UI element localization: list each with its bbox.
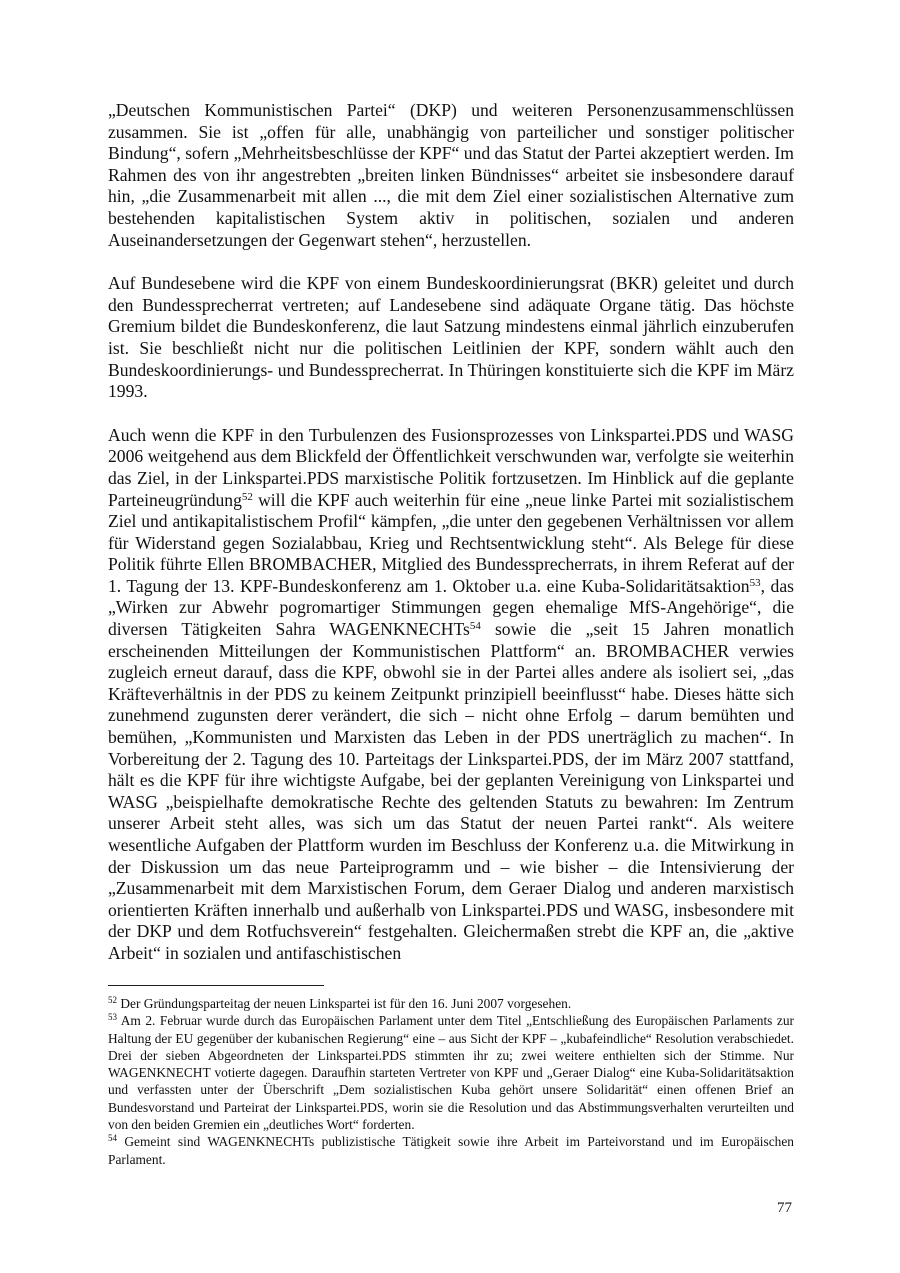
paragraph-2 bbox=[108, 273, 794, 403]
footnote-text: Der Gründungsparteitag der neuen Linkspartei ist für den 16. Juni 2007 vorgesehen. bbox=[117, 996, 572, 1011]
paragraph-3-text-a: Auch wenn die KPF in den Turbulenzen des Fusionsprozesses von Linkspartei.PDS und WASG 2006 weitgehend aus dem Blickfeld der Öffentlichkeit verschwunden war, verfolgte sie weiterhin das Ziel, in der Linkspartei.PDS marxistische Politik fortzusetzen. Im Hinblick auf die geplante Parteineugründung bbox=[108, 424, 794, 510]
footnote-text: Am 2. Februar wurde durch das Europäischen Parlament unter dem Titel „Entschließung des Europäischen Parlaments zur Haltung der EU gegenüber der kubanischen Regierung“ eine – aus Sicht der KPF – „kubafeindliche“ Resolution verabschiedet. Drei der sieben Abgeordneten der Linkspartei.PDS stimmten ihr zu; zwei weitere enthielten sich der Stimme. Nur WAGENKNECHT votierte dagegen. Daraufhin starteten Vertreter von KPF und „Geraer Dialog“ eine Kuba-Solidaritätsaktion und verfassten unter der Überschrift „Dem sozialistischen Kuba gehört unsere Solidarität“ einen offenen Brief an Bundesvorstand und Parteirat der Linkspartei.PDS, worin sie die Resolution und das Abstimmungsverhalten verurteilten und von den beiden Gremien ein „deutliches Wort“ forderten. bbox=[108, 1013, 794, 1133]
paragraph-2-text: Auf Bundesebene wird die KPF von einem Bundeskoordinierungsrat (BKR) geleitet und durch den Bundessprecherrat vertreten; auf Landesebene sind adäquate Organe tätig. Das höchste Gremium bildet die Bundeskonferenz, die laut Satzung mindestens einmal jährlich einzuberufen ist. Sie beschließt nicht nur die politischen Leitlinien der KPF, sondern wählt auch den Bundeskoordinierungs- und Bundessprecherrat. In Thüringen konstituierte sich die KPF im März 1993. bbox=[108, 273, 794, 402]
footnotes bbox=[108, 995, 794, 1168]
paragraph-3-text-d: sowie die „seit 15 Jahren monatlich erscheinenden Mitteilungen der Kommunistischen Plattform“ an. BROMBACHER verwies zugleich erneut darauf, dass die KPF, obwohl sie in der Partei alles andere als isoliert sei, „das Kräfteverhältnis in der PDS zu keinem Zeitpunkt prinzipiell beeinflusst“ habe. Dieses hätte sich zunehmend zugunsten derer verändert, die sich – nicht ohne Erfolg – darum bemühten und bemühen, „Kommunisten und Marxisten das Leben in der PDS unerträglich zu machen“. In Vorbereitung der 2. Tagung des 10. Parteitags der Linkspartei.PDS, der im März 2007 stattfand, hält es die KPF für ihre wichtigste Aufgabe, bei der geplanten Vereinigung von Linkspartei und WASG „beispielhafte demokratische Rechte des geltenden Statuts zu bewahren: Im Zentrum unserer Arbeit steht alles, was sich um das Statut der neuen Partei rankt“. Als weitere wesentliche Aufgaben der Plattform wurden im Beschluss der Konferenz u.a. die Mitwirkung in der Diskussion um das neue Parteiprogramm und – wie bisher – die Intensivierung der „Zusammenarbeit mit dem Marxistischen Forum, dem Geraer Dialog und anderen marxistisch orientierten Kräften innerhalb und außerhalb von Linkspartei.PDS und WASG, insbesondere mit der DKP und dem Rotfuchsverein“ festgehalten. Gleichermaßen strebt die KPF an, die „aktive Arbeit“ in sozialen und antifaschistischen bbox=[108, 619, 794, 963]
footnote-number: 54 bbox=[108, 1133, 117, 1144]
footnote-ref-54[interactable]: 54 bbox=[469, 620, 481, 633]
footnote-ref-52[interactable]: 52 bbox=[241, 490, 253, 503]
document-body bbox=[108, 100, 794, 987]
footnote-ref-53[interactable]: 53 bbox=[749, 576, 761, 589]
footnote-text: Gemeint sind WAGENKNECHTs publizistische Tätigkeit sowie ihre Arbeit im Parteivorstand und im Europäischen Parlament. bbox=[108, 1134, 794, 1167]
paragraph-3-text-c: , das „Wirken zur Abwehr pogromartiger Stimmungen gegen ehemalige MfS-Angehörige“, die diversen Tätigkeiten Sahra WAGENKNECHTs bbox=[108, 575, 794, 640]
footnote-53 bbox=[108, 1012, 794, 1133]
paragraph-3 bbox=[108, 425, 794, 965]
footnote-52 bbox=[108, 995, 794, 1012]
paragraph-1 bbox=[108, 100, 794, 251]
page-number: 77 bbox=[777, 1200, 792, 1216]
footnote-54 bbox=[108, 1133, 794, 1168]
paragraph-3-text-b: will die KPF auch weiterhin für eine „neue linke Partei mit sozialistischem Ziel und antikapitalistischem Profil“ kämpfen, „die unter den gegebenen Verhältnissen vor allem für Widerstand gegen Sozialabbau, Krieg und Rechtsentwicklung steht“. Als Belege für diese Politik führte Ellen BROMBACHER, Mitglied des Bundessprecherrats, in ihrem Referat auf der 1. Tagung der 13. KPF-Bundeskonferenz am 1. Oktober u.a. eine Kuba-Solidaritätsaktion bbox=[108, 489, 794, 596]
paragraph-1-text: „Deutschen Kommunistischen Partei“ (DKP) und weiteren Personenzusammenschlüssen zusammen. Sie ist „offen für alle, unabhängig von parteilicher und sonstiger politischer Bindung“, sofern „Mehrheitsbeschlüsse der KPF“ und das Statut der Partei akzeptiert werden. Im Rahmen des von ihr angestrebten „breiten linken Bündnisses“ arbeitet sie insbesondere darauf hin, „die Zusammenarbeit mit allen ..., die mit dem Ziel einer sozialistischen Alternative zum bestehenden kapitalistischen System aktiv in politischen, sozialen und anderen Auseinandersetzungen der Gegenwart stehen“, herzustellen. bbox=[108, 100, 794, 250]
footnote-number: 52 bbox=[108, 995, 117, 1005]
footnote-number: 53 bbox=[108, 1012, 117, 1023]
footnote-divider bbox=[108, 985, 324, 986]
